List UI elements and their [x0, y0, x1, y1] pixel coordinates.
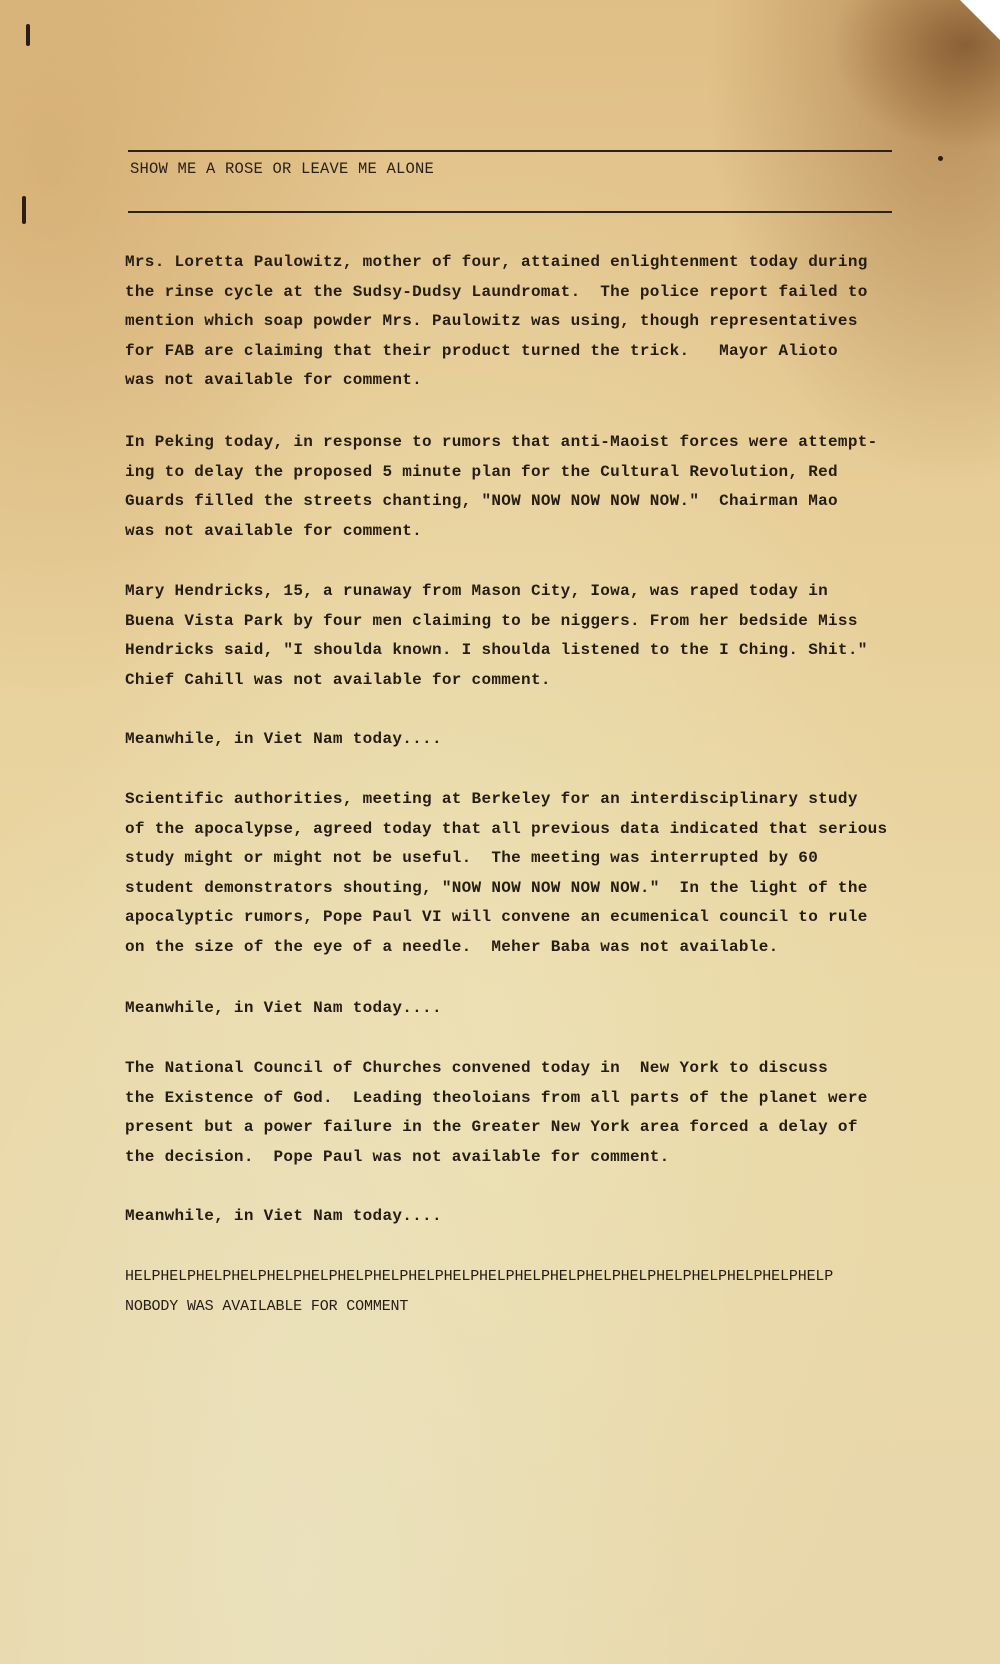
- text-line: the decision. Pope Paul was not available for comment.: [125, 1147, 670, 1166]
- paragraph-berkeley: [125, 785, 925, 962]
- text-line: the rinse cycle at the Sudsy-Dudsy Laundromat. The police report failed to: [125, 282, 868, 301]
- paragraph-help: [125, 1262, 925, 1321]
- paragraph-laundromat: [125, 248, 925, 396]
- text-line: was not available for comment.: [125, 521, 423, 540]
- text-line: study might or might not be useful. The meeting was interrupted by 60: [125, 849, 819, 867]
- text-line: Buena Vista Park by four men claiming to be niggers. From her bedside Miss: [125, 611, 858, 630]
- bottom-rule: [128, 211, 892, 213]
- text-line: Meanwhile, in Viet Nam today....: [125, 1207, 442, 1225]
- text-line: apocalyptic rumors, Pope Paul VI will convene an ecumenical council to rule: [125, 908, 868, 926]
- text-line: present but a power failure in the Greater New York area forced a delay of: [125, 1118, 858, 1136]
- pin-mark: [26, 24, 30, 46]
- top-rule: [128, 150, 892, 152]
- help-line: HELPHELPHELPHELPHELPHELPHELPHELPHELPHELPHELPHELPHELPHELPHELPHELPHELPHELPHELPHELP: [125, 1268, 834, 1285]
- text-line: Hendricks said, "I shoulda known. I shoulda listened to the I Ching. Shit.": [125, 641, 868, 659]
- text-line: ing to delay the proposed 5 minute plan for the Cultural Revolution, Red: [125, 462, 838, 481]
- text-line: Mary Hendricks, 15, a runaway from Mason City, Iowa, was raped today in: [125, 582, 829, 600]
- paragraph-churches: [125, 1054, 925, 1172]
- text-line: Guards filled the streets chanting, "NOW NOW NOW NOW NOW." Chairman Mao: [125, 492, 838, 510]
- paragraph-viet-nam-2: [125, 994, 925, 1024]
- page-title: SHOW ME A ROSE OR LEAVE ME ALONE: [130, 160, 435, 178]
- text-line: of the apocalypse, agreed today that all previous data indicated that serious: [125, 819, 888, 838]
- paragraph-hendricks: [125, 577, 925, 695]
- paragraph-peking: [125, 428, 925, 546]
- text-line: Mrs. Loretta Paulowitz, mother of four, attained enlightenment today during: [125, 253, 868, 271]
- text-line: Meanwhile, in Viet Nam today....: [125, 730, 442, 748]
- text-line: for FAB are claiming that their product turned the trick. Mayor Alioto: [125, 341, 838, 360]
- text-line: the Existence of God. Leading theoloians from all parts of the planet were: [125, 1088, 868, 1107]
- text-line: on the size of the eye of a needle. Meher Baba was not available.: [125, 937, 779, 956]
- dot-mark: [938, 156, 943, 161]
- text-line: In Peking today, in response to rumors that anti-Maoist forces were attempt-: [125, 433, 878, 451]
- text-line: student demonstrators shouting, "NOW NOW NOW NOW NOW." In the light of the: [125, 878, 868, 897]
- text-line: Scientific authorities, meeting at Berkeley for an interdisciplinary study: [125, 790, 858, 808]
- paragraph-viet-nam-1: [125, 725, 925, 755]
- pin-mark: [22, 196, 26, 224]
- paragraph-viet-nam-3: [125, 1202, 925, 1232]
- closing-line: NOBODY WAS AVAILABLE FOR COMMENT: [125, 1297, 409, 1315]
- text-line: mention which soap powder Mrs. Paulowitz was using, though representatives: [125, 312, 858, 330]
- text-line: was not available for comment.: [125, 371, 423, 389]
- torn-corner: [960, 0, 1000, 40]
- text-line: Chief Cahill was not available for comment.: [125, 670, 551, 689]
- text-line: Meanwhile, in Viet Nam today....: [125, 999, 442, 1017]
- text-line: The National Council of Churches convened today in New York to discuss: [125, 1059, 829, 1077]
